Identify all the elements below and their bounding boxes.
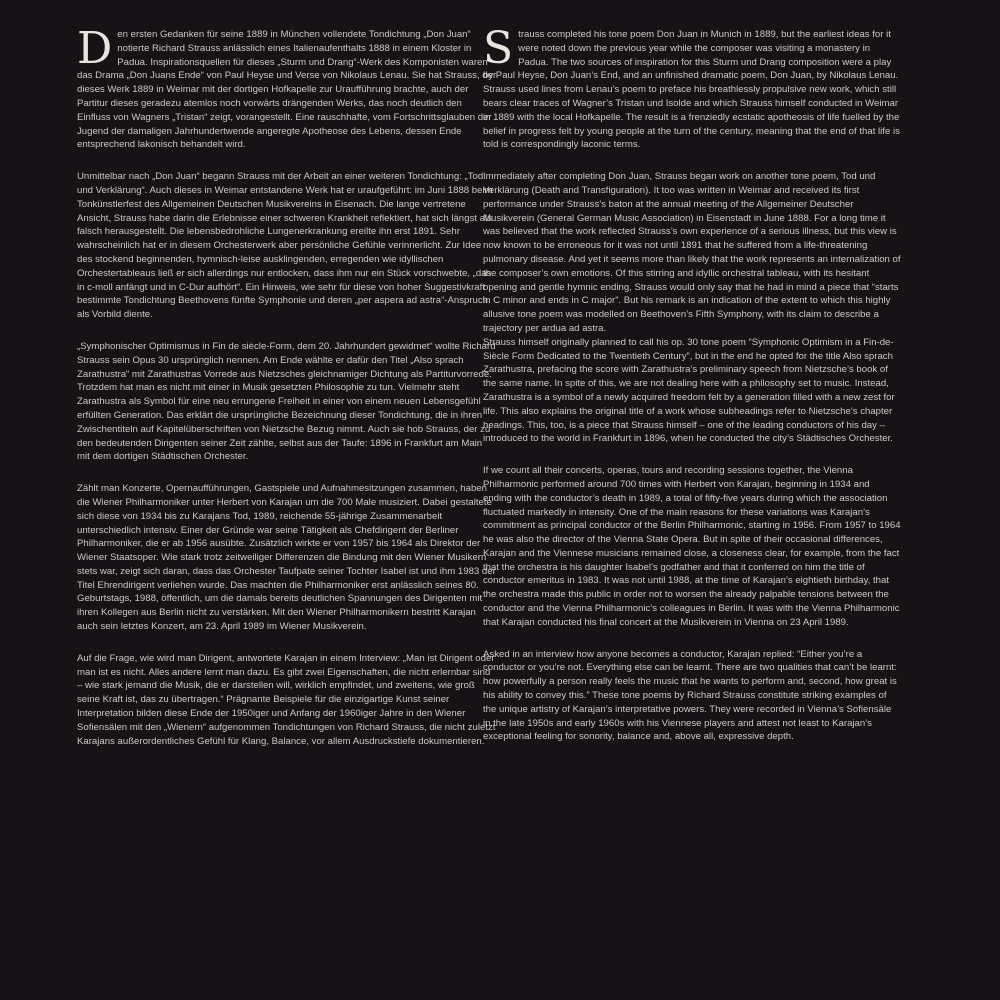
german-paragraph-3: „Symphonischer Optimismus in Fin de siècle-Form, dem 20. Jahrhundert gewidmet“ wollte Richard Strauss sein Opus 30 ursprünglich nennen. Am Ende wählte er dafür den Titel „Also sprach Zarathustra“ mit Zarathustras Vorrede aus Nietzsches gleichnamiger Dichtung als Partiturvorrede. Trotzdem hat man es nicht mit einer in Musik gesetzten Philosophie zu tun. Vielmehr steht Zarathustra als Symbol für eine neu errungene Freiheit in einer von einem neuen Lebensgefühl erfüllten Generation. Das erklärt die ursprüngliche Bezeichnung dieser Tondichtung, die in ihren Zwischentiteln auf Kapitelüberschriften von Nietzsche Bezug nimmt. Auch sie hob Strauss, der zu den bedeutenden Dirigenten seiner Zeit zählte, selbst aus der Taufe: 1896 in Frankfurt am Main mit dem dortigen Städtischen Orchester. — [77, 340, 496, 463]
english-paragraph-5: Asked in an interview how anyone becomes a conductor, Karajan replied: “Either you’re a conductor or you’re not. Everything else can be learnt. There are two qualities that can’t be learnt: how powerfully a person really feels the music that he wants to perform and, second, how great is his ability to convey this.” These tone poems by Richard Strauss constitute striking examples of the unique artistry of Karajan’s interpretative powers. They were recorded in Vienna’s Sofiensäle in the late 1950s and early 1960s with his Viennese players and attest not least to Karajan’s exceptional feeling for sonority, balance and, above all, expressive depth. — [483, 648, 897, 743]
german-paragraph-1 — [77, 23, 497, 152]
english-drop-cap: S — [483, 23, 514, 74]
german-paragraph-5: Auf die Frage, wie wird man Dirigent, antwortete Karajan in einem Interview: „Man ist Dirigent oder man ist es nicht. Alles andere lernt man dazu. Es gibt zwei Eigenschaften, die nicht erlernbar sind – wie stark jemand die Musik, die er darstellen will, wirklich empfindet, und zweitens, wie groß seine Kraft ist, das zu übertragen.“ Prägnante Beispiele für die einzigartige Kunst seiner Interpretation bilden diese Ende der 1950iger und Anfang der 1960iger Jahre in den Wiener Sofiensälen mit den „Wienern“ aufgenommen Tondichtungen von Richard Strauss, die nicht zuletzt Karajans außerordentliches Gefühl für Klang, Balance, vor allem Ausdruckstiefe dokumentieren. — [77, 652, 496, 747]
german-drop-cap: D — [77, 23, 113, 74]
english-paragraph-2: Immediately after completing Don Juan, Strauss began work on another tone poem, Tod und Verklärung (Death and Transfiguration). It too was written in Weimar and received its first performance under Strauss’s baton at the annual meeting of the Allgemeiner Deutscher Musikverein (General German Music Association) in Eisenstadt in June 1888. For a long time it was believed that the work reflected Strauss’s own experience of a serious illness, but this view is now known to be erroneous for it was not until 1891 that he suffered from a life-threatening pulmonary disease. And yet it seems more than likely that the work represents an internalization of the composer’s own emotions. Of this stirring and idyllic orchestral tableau, with its hesitant opening and gentle hymnic ending, Strauss would only say that he had in mind a piece that “starts in C minor and ends in C major”. But his remark is an indication of the extent to which this highly allusive tone poem was modelled on Beethoven’s Fifth Symphony, with its claim to describe a trajectory per ardua ad astra. — [483, 171, 901, 334]
english-column — [483, 23, 901, 762]
english-paragraph-3: Strauss himself originally planned to call his op. 30 tone poem “Symphonic Optimism in a Fin-de-Siècle Form Dedicated to the Twentieth Century”, but in the end he opted for the title Also sprach Zarathustra, prefacing the score with Zarathustra’s preliminary speech from Nietzsche’s book of the same name. In spite of this, we are not dealing here with a philosophy set to music. Instead, Zarathustra is a symbol of a newly acquired freedom felt by a generation filled with a new zest for life. This also explains the original title of a work whose subheadings refer to Nietzsche’s chapter headings. This, too, is a piece that Strauss himself – one of the leading conductors of his day – introduced to the world in Frankfurt in 1896, when he conducted the city’s Städtisches Orchester. — [483, 336, 895, 445]
english-paragraph-4: If we count all their concerts, operas, tours and recording sessions together, the Vienna Philharmonic performed around 700 times with Herbert von Karajan, beginning in 1934 and ending with the conductor’s death in 1989, a total of fifty-five years during which the association fluctuated markedly in intensity. One of the main reasons for these variations was Karajan’s commitment as principal conductor of the Berlin Philharmonic, starting in 1956. From 1957 to 1964 he was also the director of the Vienna State Opera. But in spite of their occasional differences, Karajan and the Viennese musicians remained close, a closeness clear, for example, from the fact that the orchestra is his daughter Isabel’s godfather and that it conferred on him the title of conductor emeritus in 1983. It was not until 1988, at the time of Karajan’s eightieth birthday, that the orchestra made this public in order not to worsen the already palpable tensions between the conductor and the Vienna Philharmonic’s colleagues in Berlin. It was with the Vienna Philharmonic that Karajan conducted his final concert at the Musikverein in Vienna on 23 April 1989. — [483, 465, 901, 628]
english-paragraph-1-text: trauss completed his tone poem Don Juan in Munich in 1889, but the earliest ideas for it were noted down the previous year while the composer was visiting a monastery in Padua. The two sources of inspiration for this Sturm und Drang composition were a play by Paul Heyse, Don Juan’s End, and an unfinished dramatic poem, Don Juan, by Nikolaus Lenau. Strauss used lines from Lenau’s poem to preface his breathlessly propulsive new work, which still bears clear traces of Wagner’s Tristan und Isolde and which Strauss himself conducted in Weimar in 1889 with the local Hofkapelle. The result is a frenziedly ecstatic apotheosis of life fuelled by the belief in progress felt by young people at the turn of the century, meaning that the end of that life is told is correspondingly laconic terms. — [483, 29, 900, 151]
german-paragraph-4: Zählt man Konzerte, Opernaufführungen, Gastspiele und Aufnahmesitzungen zusammen, haben die Wiener Philharmoniker unter Herbert von Karajan um die 700 Male musiziert. Dabei gestaltete sich diese von 1934 bis zu Karajans Tod, 1989, reichende 55-jährige Zusammenarbeit unterschiedlich intensiv. Einer der Gründe war seine Tätigkeit als Chefdirigent der Berliner Philharmoniker, die er ab 1956 ausübte. Zusätzlich wirkte er von 1957 bis 1964 als Direktor der Wiener Staatsoper. Wie stark trotz zeitweiliger Differenzen die Bindung mit den Wiener Musikern stets war, zeigt sich daran, dass das Orchester Taufpate seiner Tochter Isabel ist und ihm 1983 der Titel Ehrendirigent verliehen wurde. Das machten die Philharmoniker erst anlässlich seines 80. Geburtstags, 1988, öffentlich, um die damals bereits deutlichen Spannungen des Dirigenten mit ihren Kollegen aus Berlin nicht zu verstärken. Mit den Wiener Philharmonikern bestritt Karajan auch sein letztes Konzert, am 23. April 1989 im Wiener Musikverein. — [77, 483, 496, 633]
german-column — [77, 23, 497, 766]
german-paragraph-1-text: en ersten Gedanken für seine 1889 in München vollendete Tondichtung „Don Juan“ notierte Richard Strauss anlässlich eines Italienaufenthalts 1888 in einem Kloster in Padua. Inspirationsquellen für dieses „Sturm und Drang“-Werk des Komponisten waren das Drama „Don Juans Ende“ von Paul Heyse und Verse von Nikolaus Lenau. Sie hat Strauss, der dieses Werk 1889 in Weimar mit der dortigen Hofkapelle zur Uraufführung brachte, auch der Partitur dieses geradezu atemlos noch vorwärts drängenden Werks, das noch deutlich den Einfluss von Wagners „Tristan“ zeigt, vorangestellt. Eine rauschhafte, vom Fortschrittsglauben der Jugend der damaligen Jahrhundertwende angeregte Apotheose des Lebens, dessen Ende entsprechend lakonisch behandelt wird. — [77, 29, 497, 151]
english-paragraph-1 — [483, 23, 901, 152]
german-paragraph-2: Unmittelbar nach „Don Juan“ begann Strauss mit der Arbeit an einer weiteren Tondichtung: „Tod und Verklärung“. Auch dieses in Weimar entstandene Werk hat er uraufgeführt: im Juni 1888 beim Tonkünstlerfest des Allgemeinen Deutschen Musikvereins in Eisenach. Die lange vertretene Ansicht, Strauss habe darin die Erlebnisse einer schweren Krankheit reflektiert, hat sich längst als falsch herausgestellt. Die lebensbedrohliche Lungenerkrankung ereilte ihn erst 1891. Sehr wahrscheinlich hat er in diesem Orchesterwerk aber persönliche Gefühle verinnerlicht. Zur Idee des stockend beginnenden, hymnisch-leise ausklingenden, erregenden wie idyllischen Orchestertableaus ließ er sich allerdings nur entlocken, dass ihm nur ein Stück vorschwebte, „das in c-moll anfängt und in C-Dur aufhört“. Ein Hinweis, wie sehr für diese von hoher Suggestivkraft bestimmte Tondichtung Beethovens fünfte Symphonie und deren „per aspera ad astra“-Anspruch als Vorbild diente. — [77, 171, 493, 321]
